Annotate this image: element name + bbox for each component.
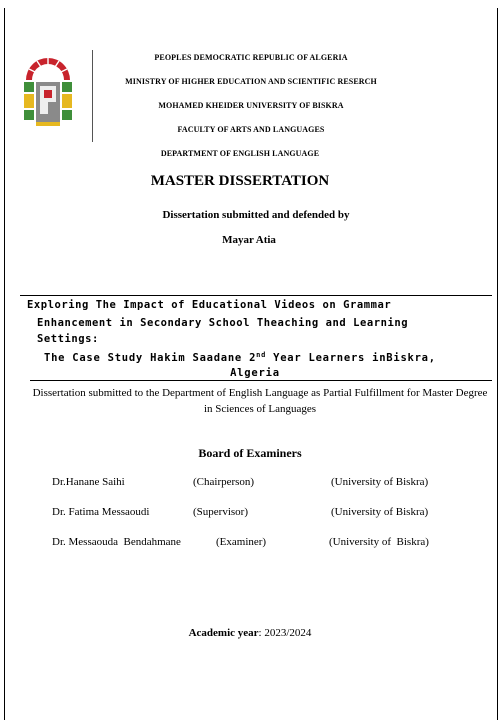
document-type: MASTER DISSERTATION bbox=[150, 173, 330, 189]
examiner-1-name: Dr.Hanane Saihi bbox=[52, 476, 125, 488]
title-line-3: Settings: bbox=[37, 333, 99, 345]
examiner-2-role: (Supervisor) bbox=[193, 506, 248, 518]
academic-year-label: Academic year bbox=[188, 627, 259, 639]
examiner-3-affiliation: (University of Biskra) bbox=[329, 536, 429, 548]
title-line-4-start: The Case Study Hakim Saadane 2 bbox=[44, 352, 257, 364]
examiner-2-name: Dr. Fatima Messaoudi bbox=[52, 506, 150, 518]
title-line-4-end: Year Learners inBiskra, bbox=[266, 352, 436, 364]
examiner-2-affiliation: (University of Biskra) bbox=[331, 506, 429, 518]
header-university: MOHAMED KHEIDER UNIVERSITY OF BISKRA bbox=[158, 101, 344, 110]
submission-purpose: Dissertation submitted to the Department of English Language as Partial Fulfillment for Master Degree in Sciences of Languages bbox=[32, 387, 488, 415]
title-bottom-rule bbox=[30, 380, 492, 381]
examiner-1-affiliation: (University of Biskra) bbox=[331, 476, 429, 488]
examiner-3-name: Dr. Messaouda Bendahmane bbox=[52, 536, 181, 548]
ordinal-suffix: nd bbox=[256, 351, 267, 359]
examiner-3-role: (Examiner) bbox=[216, 536, 267, 548]
header-faculty: FACULTY OF ARTS AND LANGUAGES bbox=[177, 125, 325, 134]
academic-year bbox=[0, 627, 500, 639]
title-top-rule bbox=[20, 295, 492, 296]
header-department: DEPARTMENT OF ENGLISH LANGUAGE bbox=[160, 149, 320, 158]
title-line-4 bbox=[44, 351, 436, 364]
page-border-left bbox=[4, 8, 5, 720]
title-line-2: Enhancement in Secondary School Theaching and Learning bbox=[37, 317, 409, 329]
page-border-right bbox=[497, 8, 498, 720]
examiner-1-role: (Chairperson) bbox=[193, 476, 255, 488]
board-title: Board of Examiners bbox=[198, 446, 302, 460]
title-line-5: Algeria bbox=[230, 367, 280, 379]
submitted-by-label: Dissertation submitted and defended by bbox=[162, 209, 350, 221]
header-ministry: MINISTRY OF HIGHER EDUCATION AND SCIENTIFIC RESERCH bbox=[125, 77, 377, 86]
header-country: PEOPLES DEMOCRATIC REPUBLIC OF ALGERIA bbox=[154, 53, 348, 62]
academic-year-value: : 2023/2024 bbox=[258, 627, 312, 639]
title-line-1: Exploring The Impact of Educational Videos on Grammar bbox=[27, 299, 392, 311]
author-name: Mayar Atia bbox=[222, 234, 276, 246]
university-logo-icon bbox=[20, 56, 76, 128]
